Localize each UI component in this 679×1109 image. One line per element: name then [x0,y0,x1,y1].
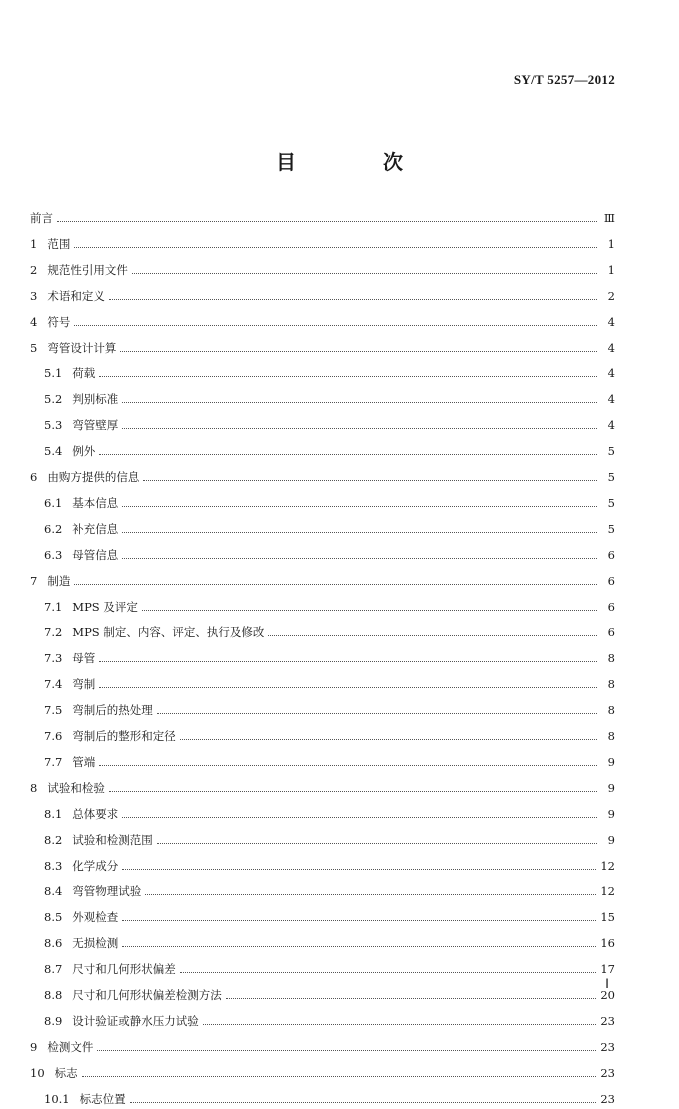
toc-entry-number: 5.3 [44,418,63,433]
toc-entry-label: 制造 [47,573,71,588]
toc-entry-label: 判别标准 [72,392,119,407]
toc-entry-page: 15 [600,910,615,925]
toc-entry [0,545,679,565]
toc-entry-number: 7.3 [44,651,63,666]
toc-entry-page: 9 [607,780,615,795]
toc-entry [0,286,679,306]
toc-entry-page: Ⅲ [603,211,615,225]
toc-entry-label: 由购方提供的信息 [47,470,140,484]
toc-entry-number: 8.8 [44,988,63,1002]
toc-entry-label: 标志 [54,1065,78,1080]
toc-entry-label: 范围 [47,236,71,251]
toc-entry-number: 6.1 [44,495,63,510]
toc-entry-number: 8.6 [44,936,63,951]
toc-entry-number: 8.4 [44,884,63,899]
toc-entry-page: 9 [607,832,615,847]
toc-entry [0,1037,679,1057]
toc-entry-label: 试验和检验 [47,780,105,795]
toc-entry [0,700,679,720]
toc-entry-page: 6 [607,625,615,640]
toc-entry-number: 8 [30,780,38,795]
toc-entry [0,726,679,746]
toc-entry-page: 1 [607,236,615,251]
toc-leader-dots [130,1101,597,1103]
toc-entry-number: 8.3 [44,858,63,873]
toc-entry-number: 5 [30,340,38,355]
page-number: Ⅰ [605,976,609,991]
toc-leader-dots [99,660,597,662]
toc-entry-label: 弯管设计计算 [47,340,117,355]
toc-entry-page: 23 [600,1065,615,1080]
toc-entry-number: 5.1 [44,366,63,381]
toc-entry-label: 弯制 [72,677,96,692]
toc-entry-number: 7.5 [44,703,63,718]
toc-entry [0,933,679,953]
toc-entry-label: 管端 [72,754,96,769]
toc-leader-dots [157,712,597,714]
toc-entry-page: 4 [607,314,615,329]
toc-entry [0,752,679,772]
toc-entry-page: 12 [600,884,615,899]
toc-entry-label: 弯制后的整形和定径 [72,729,176,743]
toc-entry-label: 补充信息 [72,521,119,536]
toc-entry-number: 9 [30,1039,38,1054]
toc-entry-label: 术语和定义 [47,288,105,303]
toc-entry-page: 5 [607,521,615,536]
toc-leader-dots [122,427,597,429]
toc-entry-page: 23 [600,1013,615,1028]
toc-entry-page: 12 [600,858,615,873]
toc-entry-label: 外观检查 [72,910,119,925]
toc-leader-dots [120,350,597,352]
toc-entry-label: 弯制后的热处理 [72,703,153,718]
toc-leader-dots [109,790,597,792]
toc-entry [0,389,679,409]
toc-leader-dots [268,634,597,636]
toc-entry-page: 6 [607,599,615,614]
toc-entry [0,778,679,798]
toc-entry-page: 2 [607,288,615,303]
toc-entry-label: 尺寸和几何形状偏差 [72,962,176,977]
toc-leader-dots [132,272,597,274]
toc-entry-number: 2 [30,262,38,277]
toc-entry-number: 6.2 [44,521,63,536]
toc-entry-label: 化学成分 [72,858,119,873]
toc-entry [0,985,679,1005]
toc-entry-page: 23 [600,1091,615,1106]
toc-entry-number: 6 [30,470,38,484]
toc-entry-page: 16 [600,936,615,951]
toc-leader-dots [157,842,597,844]
toc-leader-dots [82,1075,597,1077]
toc-entry-number: 10 [30,1065,45,1080]
toc-entry-label: 设计验证或静水压力试验 [72,1013,199,1028]
toc-leader-dots [74,246,597,248]
standard-code: SY/T 5257—2012 [513,72,615,87]
toc-leader-dots [97,1049,596,1051]
toc-entry [0,907,679,927]
toc-entry-number: 8.5 [44,910,63,925]
toc-entry-label: 基本信息 [72,495,119,510]
toc-leader-dots [109,298,597,300]
toc-leader-dots [180,971,597,973]
toc-leader-dots [122,505,597,507]
toc-entry-number: 6.3 [44,547,63,562]
toc-entry [0,363,679,383]
toc-leader-dots [99,764,597,766]
toc-leader-dots [122,401,597,403]
toc-entry-page: 5 [607,444,615,459]
toc-entry-label: 试验和检测范围 [72,832,153,847]
toc-entry [0,830,679,850]
toc-entry [0,804,679,824]
toc-entry [0,441,679,461]
toc-entry-page: 8 [607,729,615,743]
toc-entry-page: 23 [600,1039,615,1054]
toc-entry-label: 无损检测 [72,936,119,951]
toc-entry-number: 8.2 [44,832,63,847]
toc-entry-page: 20 [600,988,615,1002]
toc-entry-page: 8 [607,703,615,718]
toc-entry [0,597,679,617]
toc-entry-label: 前言 [30,211,53,225]
toc-leader-dots [74,324,597,326]
toc-entry-page: 17 [600,962,615,977]
toc-leader-dots [122,868,596,870]
toc-entry-number: 7.7 [44,754,63,769]
toc-leader-dots [142,609,597,611]
toc-entry-number: 7.1 [44,599,63,614]
toc-entry [0,881,679,901]
toc-entry-number: 5.4 [44,444,63,459]
toc-entry [0,519,679,539]
toc-entry-page: 1 [607,262,615,277]
toc-entry [0,1011,679,1031]
toc-entry-page: 8 [607,651,615,666]
toc-entry [0,1089,679,1109]
toc-entry-label: 母管 [72,651,96,666]
toc-entry-number: 8.7 [44,962,63,977]
toc-entry-label: 弯管物理试验 [72,884,142,899]
toc-entry-page: 9 [607,754,615,769]
toc-entry [0,312,679,332]
toc-entry-number: 7.2 [44,625,63,640]
toc-entry-label: 检测文件 [47,1039,94,1054]
toc-leader-dots [122,945,596,947]
toc-leader-dots [145,893,596,895]
toc-entry-number: 10.1 [44,1091,70,1106]
toc-entry-page: 5 [607,495,615,510]
toc-entry [0,674,679,694]
toc-entry-label: 荷载 [72,366,96,381]
toc-entry-page: 4 [607,366,615,381]
toc-entry-number: 3 [30,288,38,303]
toc-entry-label: 符号 [47,314,71,329]
toc-entry-label: MPS 及评定 [72,599,138,614]
toc-leader-dots [99,686,597,688]
toc-entry-page: 6 [607,547,615,562]
toc-entry-page: 6 [607,573,615,588]
toc-entry-number: 4 [30,314,38,329]
toc-entry-page: 4 [607,392,615,407]
toc-entry [0,234,679,254]
toc-entry [0,260,679,280]
toc-entry-label: MPS 制定、内容、评定、执行及修改 [72,625,265,640]
toc-entry-label: 例外 [72,444,96,459]
toc-leader-dots [74,583,597,585]
toc-entry-page: 4 [607,340,615,355]
toc-entry [0,622,679,642]
toc-entry [0,1063,679,1083]
toc-leader-dots [57,220,597,222]
toc-leader-dots [99,375,597,377]
toc-entry-number: 8.1 [44,806,63,821]
toc-entry [0,648,679,668]
toc-entry-number: 8.9 [44,1013,63,1028]
toc-entry [0,959,679,979]
page-title: 目 次 [276,150,443,174]
toc-leader-dots [122,531,597,533]
toc-entry-number: 7 [30,573,38,588]
toc-entry [0,338,679,358]
toc-entry-page: 4 [607,418,615,433]
toc-entry [0,571,679,591]
toc-leader-dots [99,453,597,455]
toc-entry-number: 7.6 [44,729,63,743]
toc-leader-dots [143,479,597,481]
toc-entry-label: 尺寸和几何形状偏差检测方法 [72,988,222,1002]
toc-entry-number: 1 [30,236,38,251]
toc-leader-dots [122,919,596,921]
toc-entry [0,208,679,228]
toc-entry-number: 7.4 [44,677,63,692]
toc-leader-dots [180,738,597,740]
toc-entry-label: 规范性引用文件 [47,262,128,277]
toc-entry-label: 总体要求 [72,806,119,821]
toc-entry-number: 5.2 [44,392,63,407]
toc-entry-page: 5 [607,470,615,484]
toc-entry [0,467,679,487]
toc-entry-label: 弯管壁厚 [72,418,119,433]
toc-entry-label: 标志位置 [79,1091,126,1106]
toc-leader-dots [226,997,597,999]
toc-entry-page: 9 [607,806,615,821]
toc-leader-dots [122,816,597,818]
toc-entry-label: 母管信息 [72,547,119,562]
toc-entry [0,493,679,513]
toc-leader-dots [122,557,597,559]
toc-entry [0,856,679,876]
toc-entry-page: 8 [607,677,615,692]
toc-entry [0,415,679,435]
